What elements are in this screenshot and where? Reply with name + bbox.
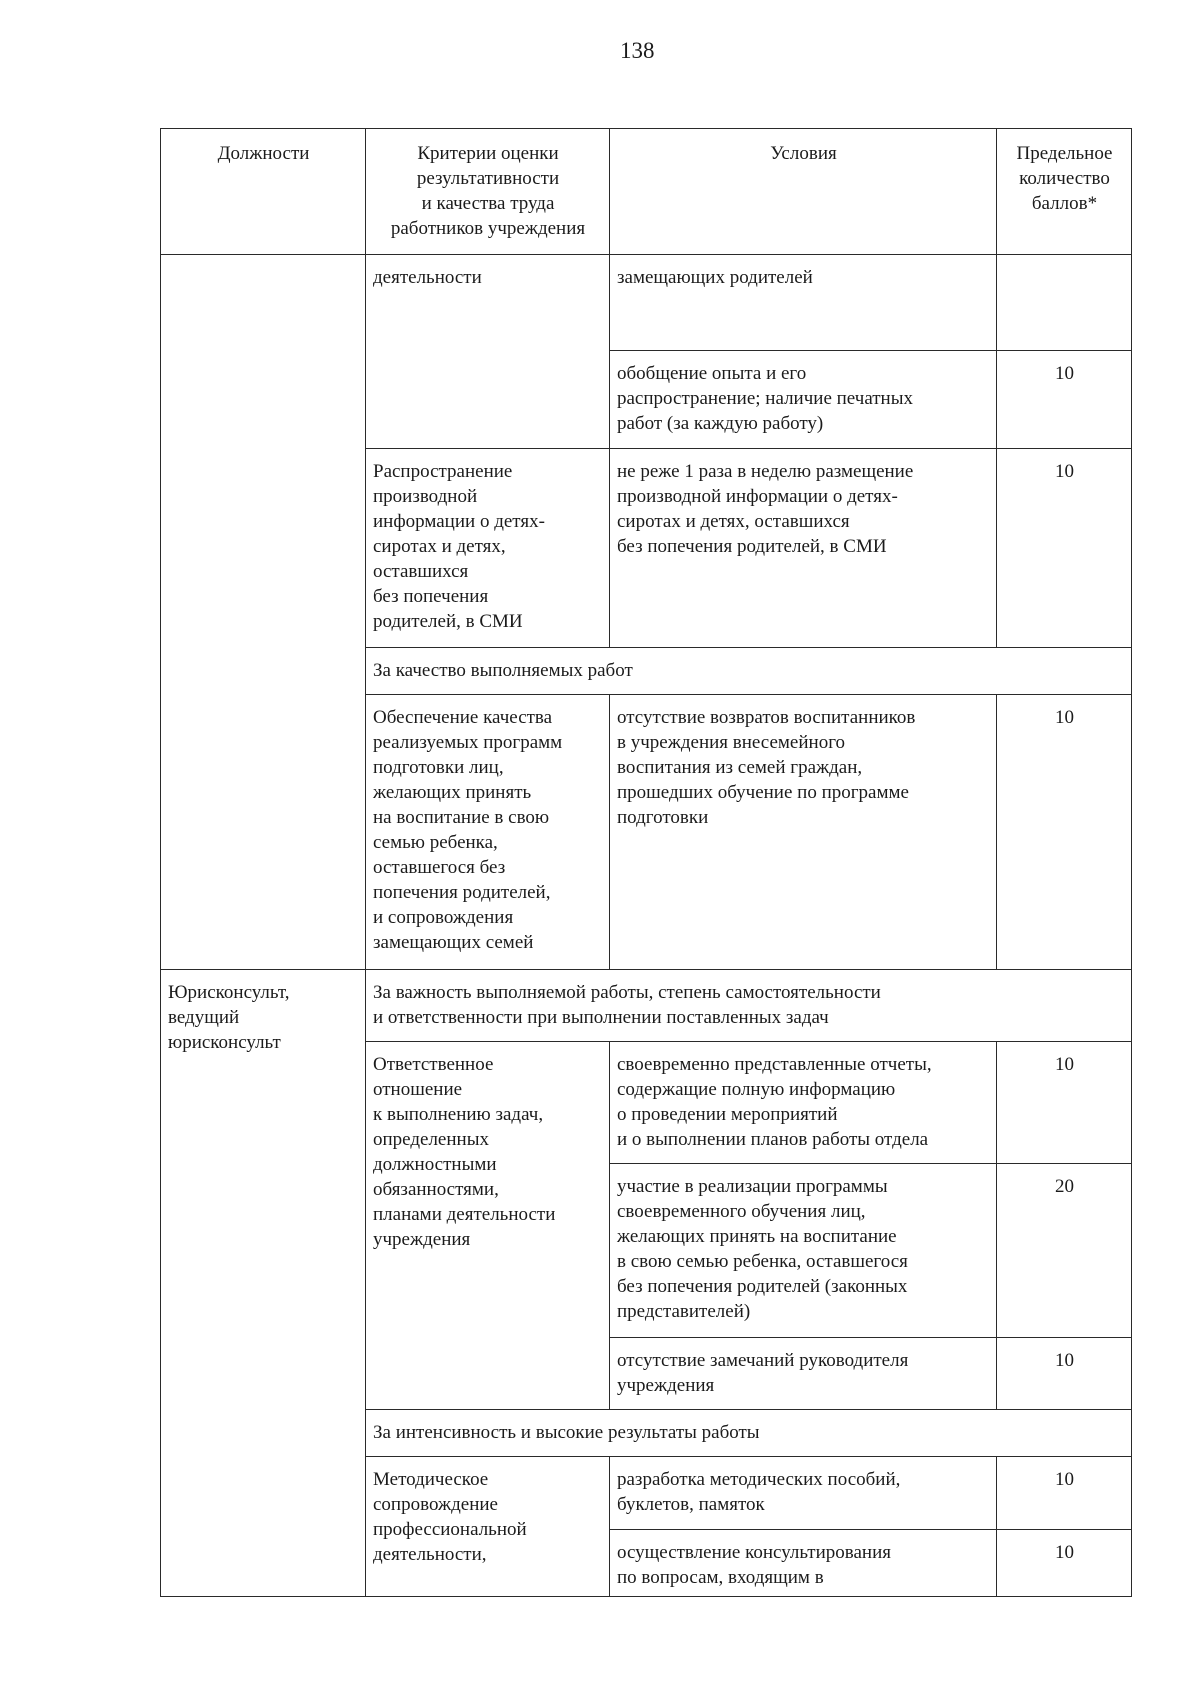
condition-cell: замещающих родителей (610, 255, 997, 351)
points-cell: 10 (997, 1457, 1132, 1530)
points-cell: 10 (997, 449, 1132, 648)
header-max-points: Предельное количество баллов* (997, 129, 1132, 255)
header-conditions: Условия (610, 129, 997, 255)
header-position: Должности (161, 129, 366, 255)
section-heading: За качество выполняемых работ (366, 648, 1132, 695)
criteria-cell: Обеспечение качества реализуемых программ подготовки лиц, желающих принять на воспитание в свою семью ребенка, оставшегося без попечения родителей, и сопровождения замещающих семей (366, 695, 610, 970)
header-criteria: Критерии оценки результативности и качества труда работников учреждения (366, 129, 610, 255)
points-cell: 10 (997, 1530, 1132, 1597)
section-heading: За интенсивность и высокие результаты работы (366, 1410, 1132, 1457)
section-row (161, 970, 1132, 1042)
condition-cell: осуществление консультирования по вопросам, входящим в (610, 1530, 997, 1597)
points-cell: 10 (997, 695, 1132, 970)
table-header-row (161, 129, 1132, 255)
criteria-table (160, 128, 1132, 1597)
condition-cell: отсутствие возвратов воспитанников в учреждения внесемейного воспитания из семей граждан, прошедших обучение по программе подготовки (610, 695, 997, 970)
points-cell: 10 (997, 1338, 1132, 1410)
condition-cell: своевременно представленные отчеты, содержащие полную информацию о проведении мероприятий и о выполнении планов работы отдела (610, 1042, 997, 1164)
points-cell: 10 (997, 1042, 1132, 1164)
points-cell: 20 (997, 1164, 1132, 1338)
criteria-cell: деятельности (366, 255, 610, 449)
criteria-cell: Распространение производной информации о детях- сиротах и детях, оставшихся без попечения родителей, в СМИ (366, 449, 610, 648)
position-cell: Юрисконсульт, ведущий юрисконсульт (161, 970, 366, 1597)
condition-cell: участие в реализации программы своевременного обучения лиц, желающих принять на воспитание в свою семью ребенка, оставшегося без попечения родителей (законных представителей) (610, 1164, 997, 1338)
section-heading: За важность выполняемой работы, степень самостоятельности и ответственности при выполнении поставленных задач (366, 970, 1132, 1042)
points-cell-empty (997, 255, 1132, 351)
table-row (161, 255, 1132, 351)
condition-cell: не реже 1 раза в неделю размещение производной информации о детях- сиротах и детях, оставшихся без попечения родителей, в СМИ (610, 449, 997, 648)
criteria-cell: Методическое сопровождение профессиональной деятельности, (366, 1457, 610, 1597)
position-cell-empty (161, 255, 366, 970)
condition-cell: отсутствие замечаний руководителя учреждения (610, 1338, 997, 1410)
condition-cell: обобщение опыта и его распространение; наличие печатных работ (за каждую работу) (610, 351, 997, 449)
points-cell: 10 (997, 351, 1132, 449)
condition-cell: разработка методических пособий, буклетов, памяток (610, 1457, 997, 1530)
page-number: 138 (620, 38, 655, 63)
criteria-cell: Ответственное отношение к выполнению задач, определенных должностными обязанностями, планами деятельности учреждения (366, 1042, 610, 1410)
